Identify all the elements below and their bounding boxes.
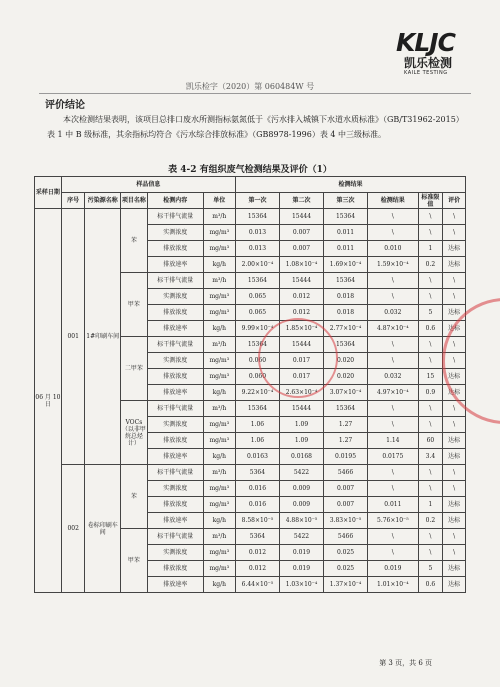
value-cell: 1 — [418, 241, 443, 257]
value-cell: 15444 — [279, 209, 323, 225]
value-cell: 实测浓度 — [147, 353, 203, 369]
value-cell: 0.009 — [279, 497, 323, 513]
value-cell: 15364 — [235, 337, 279, 353]
value-cell: 5 — [418, 561, 443, 577]
value-cell: 15364 — [324, 401, 368, 417]
value-cell: 排放速率 — [147, 513, 203, 529]
section-title: 评价结论 — [45, 100, 85, 111]
header-limit: 标准限值 — [418, 193, 443, 209]
seq-cell: 001 — [61, 209, 85, 465]
value-cell: 0.018 — [324, 289, 368, 305]
source-cell: 1#印刷车间 — [85, 209, 120, 465]
item-cell: VOCs（以非甲烷总烃计） — [120, 401, 147, 465]
value-cell: 排放浓度 — [147, 561, 203, 577]
value-cell: 0.016 — [235, 497, 279, 513]
value-cell: 3.83×10⁻⁵ — [324, 513, 368, 529]
value-cell: \ — [418, 209, 443, 225]
value-cell: 0.020 — [324, 353, 368, 369]
table-row — [35, 209, 466, 225]
value-cell: 6.44×10⁻⁵ — [235, 577, 279, 593]
value-cell: 15444 — [279, 273, 323, 289]
sampling-date-cell: 06 月 10 日 — [35, 209, 62, 593]
value-cell: \ — [418, 225, 443, 241]
value-cell: mg/m³ — [203, 305, 235, 321]
header-evaluation: 评价 — [443, 193, 466, 209]
header-result: 检测结果 — [368, 193, 419, 209]
header-source: 污染源名称 — [85, 193, 120, 209]
value-cell: \ — [443, 337, 466, 353]
logo-chinese-name: 凯乐检测 — [404, 56, 453, 70]
header-item: 项目名称 — [120, 193, 147, 209]
value-cell: 0.0163 — [235, 449, 279, 465]
conclusion-paragraph: 本次检测结果表明，该项目总排口废水所测指标氨氮低于《污水排入城镇下水道水质标准》（GB/T31962-2015）表 1 中 B 级标准，其余指标均符合《污水综合排放标准》（GB8978-1996）表 4 中三级标准。 — [47, 115, 464, 139]
value-cell: \ — [443, 465, 466, 481]
value-cell: \ — [368, 417, 419, 433]
value-cell: 0.007 — [324, 481, 368, 497]
value-cell: \ — [368, 353, 419, 369]
value-cell: \ — [368, 545, 419, 561]
value-cell: \ — [443, 401, 466, 417]
source-cell: 卷标印刷车间 — [85, 465, 120, 593]
value-cell: 实测浓度 — [147, 225, 203, 241]
value-cell: 0.012 — [279, 289, 323, 305]
value-cell: 标干排气流量 — [147, 529, 203, 545]
value-cell: 0.010 — [368, 241, 419, 257]
value-cell: m³/h — [203, 209, 235, 225]
value-cell: 1.06 — [235, 417, 279, 433]
value-cell: 标干排气流量 — [147, 209, 203, 225]
value-cell: 排放速率 — [147, 577, 203, 593]
value-cell: 0.017 — [279, 369, 323, 385]
value-cell: 0.0195 — [324, 449, 368, 465]
value-cell: kg/h — [203, 449, 235, 465]
value-cell: \ — [368, 289, 419, 305]
value-cell: \ — [368, 209, 419, 225]
table-caption: 表 4-2 有组织废气检测结果及评价（1） — [168, 165, 332, 175]
value-cell: mg/m³ — [203, 545, 235, 561]
value-cell: \ — [443, 417, 466, 433]
item-cell: 二甲苯 — [120, 337, 147, 401]
value-cell: 0.011 — [324, 241, 368, 257]
value-cell: \ — [443, 545, 466, 561]
header-third: 第三次 — [324, 193, 368, 209]
value-cell: m³/h — [203, 529, 235, 545]
value-cell: 0.0168 — [279, 449, 323, 465]
value-cell: 0.032 — [368, 305, 419, 321]
value-cell: mg/m³ — [203, 225, 235, 241]
header-sample-info: 样品信息 — [61, 177, 235, 193]
value-cell: kg/h — [203, 513, 235, 529]
value-cell: 1 — [418, 497, 443, 513]
value-cell: 标干排气流量 — [147, 273, 203, 289]
value-cell: 标干排气流量 — [147, 337, 203, 353]
value-cell: 5.76×10⁻⁵ — [368, 513, 419, 529]
value-cell: 0.019 — [368, 561, 419, 577]
value-cell: 1.09 — [279, 433, 323, 449]
value-cell: 5422 — [279, 529, 323, 545]
value-cell: 2.00×10⁻⁴ — [235, 257, 279, 273]
value-cell: mg/m³ — [203, 369, 235, 385]
value-cell: mg/m³ — [203, 353, 235, 369]
value-cell: 达标 — [443, 561, 466, 577]
value-cell: 15444 — [279, 401, 323, 417]
value-cell: \ — [368, 337, 419, 353]
value-cell: 1.85×10⁻⁴ — [279, 321, 323, 337]
value-cell: 排放浓度 — [147, 433, 203, 449]
value-cell: 3.07×10⁻⁴ — [324, 385, 368, 401]
value-cell: 5 — [418, 305, 443, 321]
value-cell: 0.6 — [418, 577, 443, 593]
value-cell: m³/h — [203, 401, 235, 417]
value-cell: 达标 — [443, 577, 466, 593]
value-cell: \ — [443, 529, 466, 545]
value-cell: m³/h — [203, 273, 235, 289]
value-cell: mg/m³ — [203, 417, 235, 433]
document-number: 凯乐检字（2020）第 060484W 号 — [185, 82, 315, 91]
value-cell: 0.007 — [279, 241, 323, 257]
value-cell: \ — [418, 481, 443, 497]
value-cell: 0.012 — [279, 305, 323, 321]
header-unit: 单位 — [203, 193, 235, 209]
value-cell: \ — [368, 401, 419, 417]
value-cell: 0.013 — [235, 241, 279, 257]
value-cell: 达标 — [443, 449, 466, 465]
value-cell: 0.9 — [418, 385, 443, 401]
value-cell: 排放浓度 — [147, 497, 203, 513]
value-cell: 1.69×10⁻⁴ — [324, 257, 368, 273]
value-cell: 4.97×10⁻⁴ — [368, 385, 419, 401]
value-cell: 0.013 — [235, 225, 279, 241]
value-cell: 5466 — [324, 529, 368, 545]
value-cell: 3.4 — [418, 449, 443, 465]
value-cell: 0.0175 — [368, 449, 419, 465]
header-second: 第二次 — [279, 193, 323, 209]
value-cell: 15364 — [235, 209, 279, 225]
item-cell: 苯 — [120, 209, 147, 273]
value-cell: mg/m³ — [203, 241, 235, 257]
value-cell: 达标 — [443, 433, 466, 449]
value-cell: \ — [418, 417, 443, 433]
value-cell: 5466 — [324, 465, 368, 481]
value-cell: 0.032 — [368, 369, 419, 385]
value-cell: 0.020 — [324, 369, 368, 385]
value-cell: 4.87×10⁻⁴ — [368, 321, 419, 337]
value-cell: 15364 — [324, 209, 368, 225]
value-cell: 2.77×10⁻⁴ — [324, 321, 368, 337]
header-first: 第一次 — [235, 193, 279, 209]
item-cell: 苯 — [120, 465, 147, 529]
value-cell: 0.007 — [279, 225, 323, 241]
value-cell: \ — [418, 465, 443, 481]
value-cell: mg/m³ — [203, 481, 235, 497]
value-cell: \ — [418, 337, 443, 353]
value-cell: \ — [443, 353, 466, 369]
value-cell: 9.99×10⁻⁴ — [235, 321, 279, 337]
value-cell: 1.27 — [324, 417, 368, 433]
header-seq: 序号 — [61, 193, 85, 209]
value-cell: \ — [443, 273, 466, 289]
value-cell: 1.06 — [235, 433, 279, 449]
value-cell: 1.14 — [368, 433, 419, 449]
header-content: 检测内容 — [147, 193, 203, 209]
value-cell: 标干排气流量 — [147, 401, 203, 417]
value-cell: 0.009 — [279, 481, 323, 497]
header-test-results: 检测结果 — [235, 177, 465, 193]
value-cell: 8.58×10⁻⁵ — [235, 513, 279, 529]
value-cell: 0.007 — [324, 497, 368, 513]
value-cell: 0.065 — [235, 289, 279, 305]
value-cell: 1.27 — [324, 433, 368, 449]
value-cell: 排放浓度 — [147, 241, 203, 257]
value-cell: 实测浓度 — [147, 417, 203, 433]
value-cell: 0.019 — [279, 545, 323, 561]
value-cell: \ — [418, 529, 443, 545]
value-cell: 排放浓度 — [147, 305, 203, 321]
value-cell: m³/h — [203, 465, 235, 481]
value-cell: 达标 — [443, 385, 466, 401]
value-cell: \ — [418, 401, 443, 417]
value-cell: mg/m³ — [203, 289, 235, 305]
value-cell: 1.01×10⁻⁴ — [368, 577, 419, 593]
value-cell: 0.2 — [418, 513, 443, 529]
value-cell: 排放浓度 — [147, 369, 203, 385]
value-cell: mg/m³ — [203, 497, 235, 513]
value-cell: \ — [418, 353, 443, 369]
value-cell: 15364 — [235, 401, 279, 417]
value-cell: 5364 — [235, 465, 279, 481]
value-cell: 实测浓度 — [147, 289, 203, 305]
value-cell: \ — [368, 465, 419, 481]
value-cell: 0.060 — [235, 353, 279, 369]
logo-mark: KLJC — [396, 28, 455, 57]
table-row — [35, 465, 466, 481]
value-cell: 15364 — [324, 337, 368, 353]
value-cell: 9.22×10⁻⁴ — [235, 385, 279, 401]
value-cell: 60 — [418, 433, 443, 449]
item-cell: 甲苯 — [120, 273, 147, 337]
value-cell: 0.018 — [324, 305, 368, 321]
value-cell: 1.37×10⁻⁴ — [324, 577, 368, 593]
value-cell: 1.59×10⁻⁴ — [368, 257, 419, 273]
value-cell: \ — [368, 481, 419, 497]
value-cell: 0.2 — [418, 257, 443, 273]
value-cell: 0.019 — [279, 561, 323, 577]
value-cell: 0.025 — [324, 561, 368, 577]
value-cell: mg/m³ — [203, 433, 235, 449]
value-cell: 15 — [418, 369, 443, 385]
value-cell: 0.065 — [235, 305, 279, 321]
value-cell: 0.060 — [235, 369, 279, 385]
value-cell: mg/m³ — [203, 561, 235, 577]
value-cell: 0.011 — [324, 225, 368, 241]
page-footer: 第 3 页，共 6 页 — [379, 659, 432, 667]
seq-cell: 002 — [61, 465, 85, 593]
value-cell: \ — [443, 481, 466, 497]
value-cell: 0.011 — [368, 497, 419, 513]
value-cell: 达标 — [443, 241, 466, 257]
value-cell: 1.09 — [279, 417, 323, 433]
value-cell: 0.012 — [235, 561, 279, 577]
value-cell: \ — [443, 209, 466, 225]
value-cell: 15364 — [235, 273, 279, 289]
value-cell: 实测浓度 — [147, 481, 203, 497]
value-cell: \ — [418, 289, 443, 305]
value-cell: 标干排气流量 — [147, 465, 203, 481]
value-cell: \ — [418, 545, 443, 561]
value-cell: \ — [368, 225, 419, 241]
value-cell: 达标 — [443, 369, 466, 385]
exhaust-gas-results-table — [34, 176, 466, 593]
value-cell: 排放速率 — [147, 449, 203, 465]
value-cell: 排放速率 — [147, 257, 203, 273]
value-cell: m³/h — [203, 337, 235, 353]
company-logo — [396, 30, 474, 80]
header-sampling-date: 采样日期 — [35, 177, 62, 209]
value-cell: 0.6 — [418, 321, 443, 337]
value-cell: 达标 — [443, 497, 466, 513]
value-cell: kg/h — [203, 257, 235, 273]
value-cell: 15364 — [324, 273, 368, 289]
value-cell: 0.016 — [235, 481, 279, 497]
value-cell: kg/h — [203, 577, 235, 593]
value-cell: 5422 — [279, 465, 323, 481]
value-cell: 1.03×10⁻⁴ — [279, 577, 323, 593]
value-cell: kg/h — [203, 321, 235, 337]
value-cell: \ — [418, 273, 443, 289]
item-cell: 甲苯 — [120, 529, 147, 593]
value-cell: 达标 — [443, 513, 466, 529]
value-cell: \ — [443, 289, 466, 305]
value-cell: 2.63×10⁻⁴ — [279, 385, 323, 401]
value-cell: 0.012 — [235, 545, 279, 561]
value-cell: 实测浓度 — [147, 545, 203, 561]
value-cell: 达标 — [443, 257, 466, 273]
value-cell: 0.017 — [279, 353, 323, 369]
value-cell: 达标 — [443, 321, 466, 337]
value-cell: 达标 — [443, 305, 466, 321]
value-cell: 0.025 — [324, 545, 368, 561]
value-cell: 5364 — [235, 529, 279, 545]
value-cell: kg/h — [203, 385, 235, 401]
value-cell: \ — [368, 273, 419, 289]
value-cell: 排放速率 — [147, 321, 203, 337]
value-cell: 排放速率 — [147, 385, 203, 401]
value-cell: 15444 — [279, 337, 323, 353]
value-cell: 4.88×10⁻⁵ — [279, 513, 323, 529]
value-cell: \ — [368, 529, 419, 545]
value-cell: 1.08×10⁻⁴ — [279, 257, 323, 273]
header-divider — [39, 93, 471, 94]
value-cell: \ — [443, 225, 466, 241]
logo-english-name: KAILE TESTING — [404, 70, 448, 76]
